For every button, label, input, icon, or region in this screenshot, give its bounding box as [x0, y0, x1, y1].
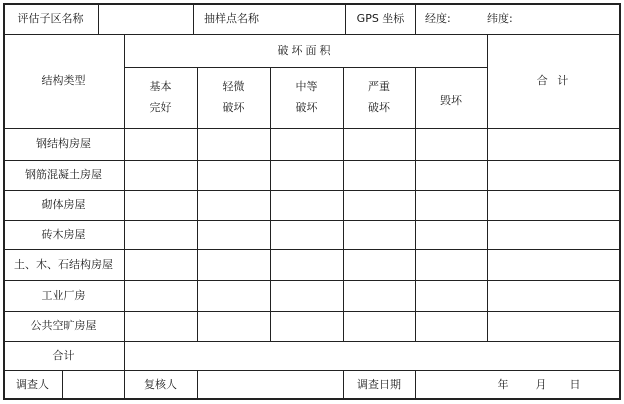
slight-damage-heading — [197, 67, 270, 128]
longitude-label: 经度: — [425, 11, 451, 25]
row-label-public-open: 公共空旷房屋 — [30, 319, 97, 333]
row-label-total: 合计 — [52, 348, 75, 362]
total-heading: 合 计 — [536, 74, 572, 88]
severe-heading-line1: 严重 — [368, 80, 390, 94]
moderate-heading-line2: 破坏 — [295, 101, 318, 114]
reviewer-field[interactable] — [198, 370, 343, 399]
severe-heading-line2: 破坏 — [368, 101, 390, 114]
reviewer-label: 复核人 — [144, 377, 177, 391]
moderate-damage-heading — [270, 67, 343, 128]
latitude-label: 纬度: — [487, 11, 513, 25]
collapse-heading: 毁坏 — [440, 94, 462, 108]
row-label-masonry: 砌体房屋 — [41, 198, 86, 212]
footer-vline-5 — [415, 370, 416, 400]
severe-damage-heading — [343, 67, 415, 128]
damage-area-heading: 破坏面积 — [277, 43, 334, 57]
intact-heading — [124, 67, 197, 128]
row-label-industrial: 工业厂房 — [41, 288, 86, 302]
row-label-steel: 钢结构房屋 — [36, 137, 91, 151]
investigator-field[interactable] — [63, 370, 124, 399]
year-label: 年 — [497, 377, 509, 391]
month-label: 月 — [535, 377, 547, 391]
slight-heading-line2: 破坏 — [222, 101, 245, 114]
survey-date-label: 调查日期 — [357, 377, 401, 391]
row-label-reinforced-concrete: 钢筋混凝土房屋 — [25, 168, 102, 182]
header-vline-4 — [415, 3, 416, 34]
moderate-heading-line1: 中等 — [295, 80, 318, 94]
intact-heading-line1: 基本 — [149, 80, 172, 94]
row-label-brick-wood: 砖木房屋 — [41, 227, 86, 241]
intact-heading-line2: 完好 — [149, 101, 172, 114]
region-name-field[interactable] — [99, 3, 193, 34]
region-name-label: 评估子区名称 — [17, 11, 84, 25]
structure-type-heading: 结构类型 — [41, 74, 86, 88]
slight-heading-line1: 轻微 — [222, 80, 245, 94]
sample-point-label: 抽样点名称 — [204, 11, 259, 25]
sample-point-field[interactable] — [269, 3, 345, 34]
damage-survey-form — [3, 3, 621, 400]
row-label-earth-wood-stone: 土、木、石结构房屋 — [14, 257, 113, 271]
day-label: 日 — [569, 377, 581, 391]
gps-label: GPS 坐标 — [356, 11, 405, 25]
investigator-label: 调查人 — [16, 377, 49, 391]
